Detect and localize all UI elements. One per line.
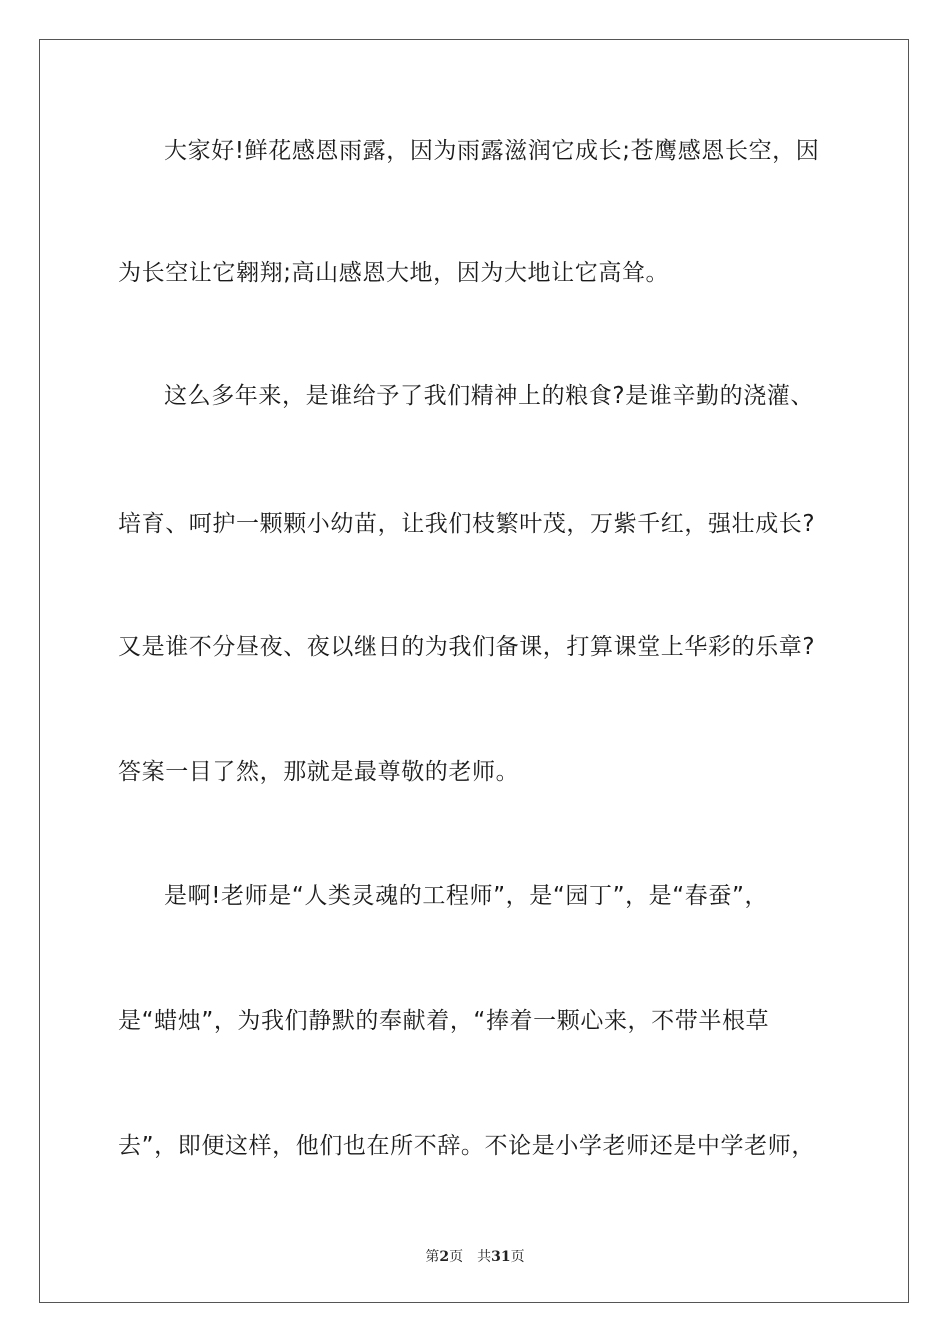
page-prefix: 第 [425, 1249, 440, 1265]
paragraph-3-line-1: 是啊!老师是“人类灵魂的工程师”，是“园丁”，是“春蚕”， [164, 883, 769, 909]
total-pages: 31 [491, 1249, 511, 1265]
paragraph-2-line-4: 答案一目了然，那就是最尊敬的老师。 [118, 759, 520, 785]
total-suffix: 页 [510, 1249, 525, 1265]
paragraph-3-line-2: 是“蜡烛”，为我们静默的奉献着，“捧着一颗心来，不带半根草 [118, 1008, 770, 1034]
page-number: 2 [439, 1249, 450, 1265]
total-prefix: 共 [477, 1249, 492, 1265]
paragraph-2-line-2: 培育、呵护一颗颗小幼苗，让我们枝繁叶茂，万紫千红，强壮成长? [118, 511, 816, 537]
paragraph-2-line-1: 这么多年来，是谁给予了我们精神上的粮食?是谁辛勤的浇灌、 [164, 383, 815, 409]
paragraph-3-line-3: 去”，即便这样，他们也在所不辞。不论是小学老师还是中学老师， [118, 1133, 815, 1159]
page-footer [0, 1246, 950, 1266]
page-suffix: 页 [449, 1249, 464, 1265]
paragraph-2-line-3: 又是谁不分昼夜、夜以继日的为我们备课，打算课堂上华彩的乐章? [118, 634, 816, 660]
page-border [39, 39, 909, 1303]
paragraph-1-line-1: 大家好!鲜花感恩雨露，因为雨露滋润它成长;苍鹰感恩长空，因 [164, 138, 820, 164]
paragraph-1-line-2: 为长空让它翱翔;高山感恩大地，因为大地让它高耸。 [118, 260, 670, 286]
